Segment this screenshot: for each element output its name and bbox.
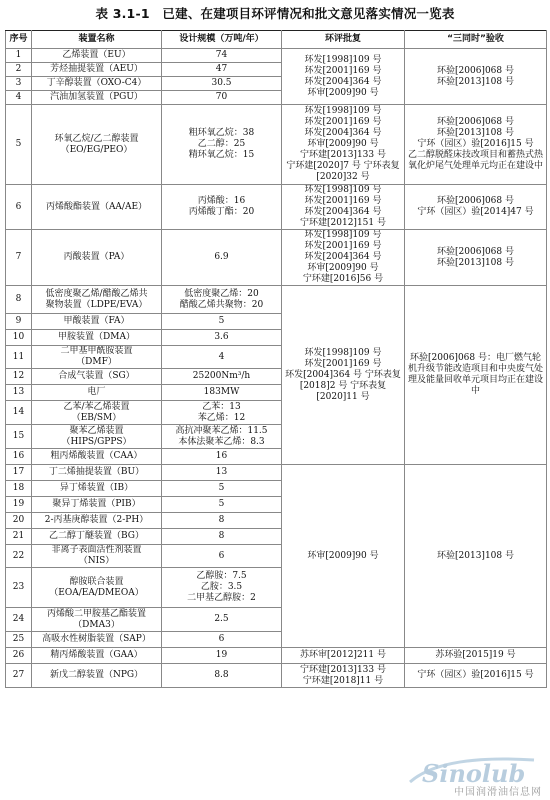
row-number: 23: [6, 568, 32, 608]
design-scale: 6.9: [162, 230, 282, 286]
acceptance: 宁环（园区）验[2016]15 号: [405, 664, 547, 688]
design-scale: 47: [162, 63, 282, 77]
eia-approval: 环发[1998]109 号 环发[2001]169 号 环发[2004]364 号 宁环建[2012]151 号: [282, 185, 405, 230]
eia-approval: 环发[1998]109 号 环发[2001]169 号 环发[2004]364 号 环审[2009]90 号: [282, 49, 405, 105]
unit-name: 芳烃抽提装置（AEU）: [32, 63, 162, 77]
design-scale: 丙烯酸：16 丙烯酸丁酯：20: [162, 185, 282, 230]
col-header-scale: 设计规模（万吨/年）: [162, 31, 282, 49]
unit-name: 精丙烯酸装置（GAA）: [32, 648, 162, 664]
unit-name: 环氧乙烷/乙二醇装置 （EO/EG/PEO）: [32, 105, 162, 185]
row-number: 24: [6, 608, 32, 632]
row-number: 22: [6, 545, 32, 568]
unit-name: 非离子表面活性剂装置 （NIS）: [32, 545, 162, 568]
unit-name: 乙苯/苯乙烯装置 （EB/SM）: [32, 401, 162, 425]
unit-name: 电厂: [32, 385, 162, 401]
design-scale: 4: [162, 346, 282, 369]
unit-name: 甲酸装置（FA）: [32, 314, 162, 330]
unit-name: 粗丙烯酸装置（CAA）: [32, 449, 162, 465]
eia-approval: 宁环建[2013]133 号 宁环建[2018]11 号: [282, 664, 405, 688]
row-number: 14: [6, 401, 32, 425]
unit-name: 聚苯乙烯装置 （HIPS/GPPS）: [32, 425, 162, 449]
design-scale: 粗环氧乙烷：38 乙二醇：25 精环氧乙烷：15: [162, 105, 282, 185]
unit-name: 丙烯酸二甲胺基乙酯装置 （DMA3）: [32, 608, 162, 632]
unit-name: 低密度聚乙烯/醋酸乙烯共 聚物装置（LDPE/EVA）: [32, 286, 162, 314]
row-number: 18: [6, 481, 32, 497]
table-row: [6, 664, 547, 688]
design-scale: 乙苯：13 苯乙烯：12: [162, 401, 282, 425]
row-number: 17: [6, 465, 32, 481]
row-number: 26: [6, 648, 32, 664]
unit-name: 丁辛醇装置（OXO-C4）: [32, 77, 162, 91]
eia-approval: 环发[1998]109 号 环发[2001]169 号 环发[2004]364 号 宁环表复[2018]2 号 宁环表复[2020]11 号: [282, 286, 405, 465]
design-scale: 25200Nm³/h: [162, 369, 282, 385]
row-number: 10: [6, 330, 32, 346]
design-scale: 6: [162, 632, 282, 648]
table-row: [6, 648, 547, 664]
project-table: [5, 30, 547, 688]
design-scale: 16: [162, 449, 282, 465]
design-scale: 低密度聚乙烯：20 醋酸乙烯共聚物：20: [162, 286, 282, 314]
design-scale: 6: [162, 545, 282, 568]
row-number: 12: [6, 369, 32, 385]
design-scale: 5: [162, 481, 282, 497]
table-row: [6, 230, 547, 286]
watermark-site: 中国润滑油信息网: [454, 787, 542, 798]
table-row: [6, 105, 547, 185]
row-number: 8: [6, 286, 32, 314]
unit-name: 丙酸装置（PA）: [32, 230, 162, 286]
design-scale: 8: [162, 529, 282, 545]
row-number: 25: [6, 632, 32, 648]
unit-name: 丁二烯抽提装置（BU）: [32, 465, 162, 481]
table-row: [6, 49, 547, 63]
row-number: 27: [6, 664, 32, 688]
row-number: 13: [6, 385, 32, 401]
row-number: 7: [6, 230, 32, 286]
acceptance: 环验[2006]068 号 环验[2013]108 号: [405, 230, 547, 286]
col-header-acceptance: “三同时”验收: [405, 31, 547, 49]
design-scale: 74: [162, 49, 282, 63]
design-scale: 19: [162, 648, 282, 664]
table-row: [6, 286, 547, 314]
row-number: 5: [6, 105, 32, 185]
unit-name: 异丁烯装置（IB）: [32, 481, 162, 497]
table-title: 表 3.1-1 已建、在建项目环评情况和批文意见落实情况一览表: [95, 6, 455, 21]
eia-approval: 苏环审[2012]211 号: [282, 648, 405, 664]
acceptance: 苏环验[2015]19 号: [405, 648, 547, 664]
design-scale: 乙醇胺：7.5 乙胺：3.5 二甲基乙醇胺：2: [162, 568, 282, 608]
unit-name: 乙烯装置（EU）: [32, 49, 162, 63]
header-row: [6, 31, 547, 49]
eia-approval: 环审[2009]90 号: [282, 465, 405, 648]
unit-name: 丙烯酸酯装置（AA/AE）: [32, 185, 162, 230]
unit-name: 乙二醇丁醚装置（BG）: [32, 529, 162, 545]
row-number: 9: [6, 314, 32, 330]
row-number: 19: [6, 497, 32, 513]
acceptance: 环验[2006]068 号：电厂燃气轮机升级节能改造项目和中央废气处理及能量回收单元项目均正在建设中: [405, 286, 547, 465]
col-header-name: 装置名称: [32, 31, 162, 49]
unit-name: 醇胺联合装置 （EOA/EA/DMEOA）: [32, 568, 162, 608]
eia-approval: 环发[1998]109 号 环发[2001]169 号 环发[2004]364 号 环审[2009]90 号 宁环建[2013]133 号 宁环建[2020]7 号 宁环表复[2020]32 号: [282, 105, 405, 185]
acceptance: 环验[2006]068 号 环验[2013]108 号: [405, 49, 547, 105]
table-row: [6, 185, 547, 230]
design-scale: 3.6: [162, 330, 282, 346]
svg-text:Sinolub: Sinolub: [422, 759, 526, 788]
row-number: 6: [6, 185, 32, 230]
row-number: 21: [6, 529, 32, 545]
acceptance: 环验[2006]068 号 宁环（园区）验[2014]47 号: [405, 185, 547, 230]
design-scale: 30.5: [162, 77, 282, 91]
row-number: 16: [6, 449, 32, 465]
unit-name: 甲胺装置（DMA）: [32, 330, 162, 346]
col-header-no: 序号: [6, 31, 32, 49]
design-scale: 2.5: [162, 608, 282, 632]
design-scale: 70: [162, 91, 282, 105]
design-scale: 8: [162, 513, 282, 529]
design-scale: 高抗冲聚苯乙烯：11.5 本体法聚苯乙烯：8.3: [162, 425, 282, 449]
design-scale: 8.8: [162, 664, 282, 688]
unit-name: 汽油加氢装置（PGU）: [32, 91, 162, 105]
unit-name: 聚异丁烯装置（PIB）: [32, 497, 162, 513]
unit-name: 2-丙基庚醇装置（2-PH）: [32, 513, 162, 529]
design-scale: 5: [162, 497, 282, 513]
row-number: 20: [6, 513, 32, 529]
col-header-approval: 环评批复: [282, 31, 405, 49]
table-row: [6, 465, 547, 481]
unit-name: 高吸水性树脂装置（SAP）: [32, 632, 162, 648]
unit-name: 合成气装置（SG）: [32, 369, 162, 385]
unit-name: 新戊二醇装置（NPG）: [32, 664, 162, 688]
design-scale: 183MW: [162, 385, 282, 401]
design-scale: 13: [162, 465, 282, 481]
design-scale: 5: [162, 314, 282, 330]
eia-approval: 环发[1998]109 号 环发[2001]169 号 环发[2004]364 号 环审[2009]90 号 宁环建[2016]56 号: [282, 230, 405, 286]
row-number: 3: [6, 77, 32, 91]
row-number: 15: [6, 425, 32, 449]
row-number: 11: [6, 346, 32, 369]
row-number: 2: [6, 63, 32, 77]
row-number: 4: [6, 91, 32, 105]
row-number: 1: [6, 49, 32, 63]
acceptance: 环验[2006]068 号 环验[2013]108 号 宁环（园区）验[2016]15 号 乙二醇脱醛床技改项目和蓄热式热氧化炉尾气处理单元均正在建设中: [405, 105, 547, 185]
acceptance: 环验[2013]108 号: [405, 465, 547, 648]
unit-name: 二甲基甲酰胺装置 （DMF）: [32, 346, 162, 369]
